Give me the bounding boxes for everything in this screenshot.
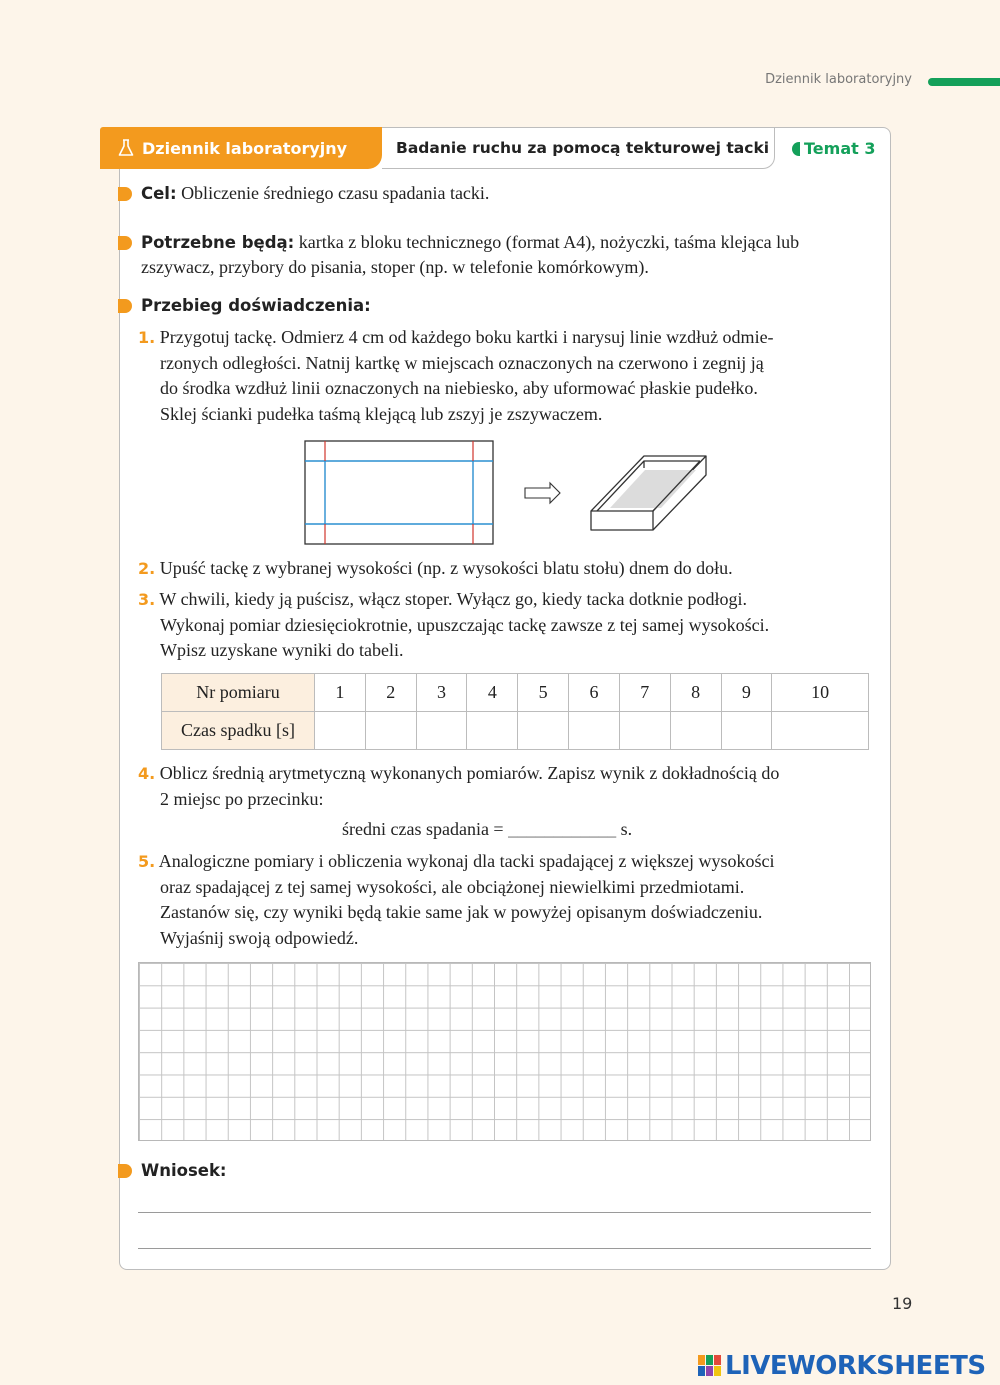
page-number: 19 [892,1294,913,1313]
section-tab-label: Dziennik laboratoryjny [142,138,348,158]
arrow-right-icon [525,483,560,503]
measurement-number: 8 [670,674,721,712]
step-line: W chwili, kiedy ją puścisz, włącz stoper. Wyłącz go, kiedy tacka dotknie podłogi. [159,589,747,609]
step-line: 2 miejsc po przecinku: [160,788,324,809]
time-input-cell[interactable] [772,712,869,750]
measurement-number: 9 [721,674,772,712]
section-tab [100,127,382,169]
measurement-number: 5 [518,674,569,712]
time-input-cell[interactable] [569,712,620,750]
step-line: Przygotuj tackę. Odmierz 4 cm od każdego boku kartki i narysuj linie wzdłuż odmie- [159,327,774,347]
bullet-icon [118,187,132,201]
step-5 [138,849,878,951]
step-2 [138,556,878,582]
step-1 [138,325,878,427]
table-row [162,674,869,712]
time-input-cell[interactable] [416,712,467,750]
goal-label: Cel: [141,184,177,203]
step-line: Analogiczne pomiary i obliczenia wykonaj dla tacki spadającej z większej wysokości [158,851,775,871]
step-line: Upuść tackę z wybranej wysokości (np. z wysokości blatu stołu) dnem do dołu. [159,558,733,578]
measurement-number: 2 [365,674,416,712]
measurement-number: 10 [772,674,869,712]
flat-sheet-drawing [305,441,493,544]
step-line: Oblicz średnią arytmetyczną wykonanych pomiarów. Zapisz wynik z dokładnością do [159,763,780,783]
time-input-cell[interactable] [467,712,518,750]
step-line: Wyjaśnij swoją odpowiedź. [160,927,359,948]
measurement-number: 7 [619,674,670,712]
answer-grid[interactable] [138,962,871,1141]
materials-label: Potrzebne będą: [141,233,295,252]
measurement-number: 3 [416,674,467,712]
materials-line-1: kartka z bloku technicznego (format A4), nożyczki, taśma klejąca lub [298,232,800,252]
folded-tray-drawing [591,456,706,530]
step-number: 4. [138,764,156,783]
topic-label [792,139,875,158]
step-line: do środka wzdłuż linii oznaczonych na niebiesko, aby uformować płaskie pudełko. [160,378,758,398]
table-row [162,712,869,750]
materials-line-2: zszywacz, przybory do pisania, stoper (np. w telefonie komórkowym). [141,257,649,277]
measurement-number: 1 [315,674,366,712]
measurement-number: 4 [467,674,518,712]
step-3 [138,587,878,664]
step-line: Zastanów się, czy wyniki będą takie same jak w powyżej opisanym doświadczeniu. [160,902,763,922]
bullet-icon [118,1164,132,1178]
time-input-cell[interactable] [619,712,670,750]
step-number: 5. [138,852,156,871]
conclusion-answer-line[interactable] [138,1248,871,1249]
flask-icon [118,139,134,157]
time-input-cell[interactable] [670,712,721,750]
half-circle-icon [792,142,800,156]
conclusion-answer-line[interactable] [138,1212,871,1213]
topic-text: Temat 3 [804,139,876,158]
row-header-time: Czas spadku [s] [162,712,315,750]
goal-text: Obliczenie średniego czasu spadania tacki. [181,183,490,203]
tray-folding-diagram [300,438,720,550]
average-formula [342,817,632,842]
running-head: Dziennik laboratoryjny [765,72,912,87]
conclusion-label: Wniosek: [141,1161,227,1180]
step-line: Sklej ścianki pudełka taśmą klejącą lub zszyj je zszywaczem. [160,403,603,424]
step-line: Wpisz uzyskane wyniki do tabeli. [160,640,404,660]
goal-paragraph [141,181,489,206]
step-number: 3. [138,590,156,609]
row-header-measurement: Nr pomiaru [162,674,315,712]
step-line: Wykonaj pomiar dziesięciokrotnie, upuszczając tackę zawsze z tej samej wysokości. [160,614,770,635]
formula-prefix: średni czas spadania = [342,819,504,839]
bullet-icon [118,236,132,250]
conclusion-heading [141,1158,227,1183]
step-4 [138,761,878,812]
liveworksheets-logo-text: LIVEWORKSHEETS [725,1351,986,1381]
time-input-cell[interactable] [518,712,569,750]
lesson-title: Badanie ruchu za pomocą tekturowej tacki [382,128,775,169]
procedure-label: Przebieg doświadczenia: [141,296,371,315]
bullet-icon [118,299,132,313]
liveworksheets-logo-icon [698,1355,722,1377]
step-line: oraz spadającej z tej samej wysokości, ale obciążonej niewielkimi przedmiotami. [160,876,745,897]
step-number: 2. [138,559,156,578]
liveworksheets-logo [698,1351,986,1381]
step-line: rzonych odległości. Natnij kartkę w miejscach oznaczonych na czerwono i zegnij ją [160,352,764,373]
measurement-number: 6 [569,674,620,712]
results-table [161,673,869,750]
time-input-cell[interactable] [365,712,416,750]
materials-paragraph [141,230,881,280]
running-head-bar [928,78,1000,86]
step-number: 1. [138,328,156,347]
formula-unit: s. [620,819,633,839]
procedure-heading [141,293,371,318]
average-answer-blank[interactable]: ____________ [508,819,617,839]
time-input-cell[interactable] [315,712,366,750]
time-input-cell[interactable] [721,712,772,750]
